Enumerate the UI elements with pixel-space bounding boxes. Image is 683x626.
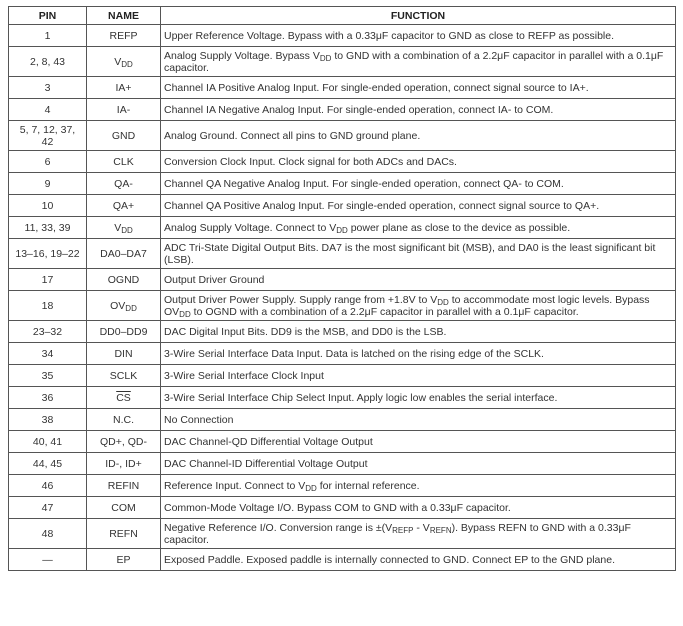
function-text: Analog Supply Voltage. Bypass V [164,49,320,62]
pin-number: 10 [9,195,87,217]
pin-name: DA0–DA7 [87,239,161,269]
header-row [9,7,676,25]
pin-number: 6 [9,151,87,173]
name-main: V [114,221,122,234]
pin-name: IA+ [87,77,161,99]
pin-number: 44, 45 [9,453,87,475]
pin-name: QA+ [87,195,161,217]
table-row [9,217,676,239]
table-row [9,497,676,519]
pin-function: ADC Tri-State Digital Output Bits. DA7 is the most significant bit (MSB), and DA0 is the least significant bit (LSB). [161,239,676,269]
table-row [9,151,676,173]
pin-number: 34 [9,343,87,365]
pin-function: 3-Wire Serial Interface Clock Input [161,365,676,387]
function-text: Output Driver Power Supply. Supply range from +1.8V to V [164,293,438,306]
table-row [9,475,676,497]
function-subscript: DD [179,309,191,319]
pin-name: SCLK [87,365,161,387]
pin-function [161,217,676,239]
pin-function: Channel IA Positive Analog Input. For single-ended operation, connect signal source to IA+. [161,77,676,99]
pin-number: 38 [9,409,87,431]
pin-name: ID-, ID+ [87,453,161,475]
pin-name: DD0–DD9 [87,321,161,343]
pin-name [87,387,161,409]
pin-function: DAC Channel-ID Differential Voltage Output [161,453,676,475]
pin-name: COM [87,497,161,519]
pin-name: CLK [87,151,161,173]
pin-description-table [8,6,676,571]
function-column-header: FUNCTION [161,7,676,25]
pin-function [161,291,676,321]
pin-name: GND [87,121,161,151]
function-text: Reference Input. Connect to V [164,479,306,492]
pin-number: 35 [9,365,87,387]
pin-function [161,475,676,497]
table-row [9,409,676,431]
function-text: power plane as close to the device as possible. [347,221,571,234]
function-text: to accommodate most logic levels. Bypass OV [164,293,650,318]
pin-function: DAC Channel-QD Differential Voltage Output [161,431,676,453]
pin-number: 11, 33, 39 [9,217,87,239]
pin-function: No Connection [161,409,676,431]
pin-function: Analog Ground. Connect all pins to GND ground plane. [161,121,676,151]
pin-column-header: PIN [9,7,87,25]
table-row [9,47,676,77]
pin-number: 46 [9,475,87,497]
pin-number: 4 [9,99,87,121]
pin-function: Channel QA Positive Analog Input. For single-ended operation, connect signal source to QA+. [161,195,676,217]
pin-function: DAC Digital Input Bits. DD9 is the MSB, and DD0 is the LSB. [161,321,676,343]
table-row [9,365,676,387]
pin-function [161,47,676,77]
table-row [9,77,676,99]
pin-function: 3-Wire Serial Interface Data Input. Data is latched on the rising edge of the SCLK. [161,343,676,365]
pin-name: REFN [87,519,161,549]
table-row [9,269,676,291]
function-text: - V [413,521,430,534]
table-row [9,121,676,151]
pin-number: 23–32 [9,321,87,343]
name-column-header: NAME [87,7,161,25]
pin-number: 17 [9,269,87,291]
pin-function: Common-Mode Voltage I/O. Bypass COM to GND with a 0.33μF capacitor. [161,497,676,519]
function-text: Negative Reference I/O. Conversion range is ±(V [164,521,393,534]
pin-function: Exposed Paddle. Exposed paddle is internally connected to GND. Connect EP to the GND plane. [161,549,676,571]
pin-name [87,217,161,239]
pin-name: REFP [87,25,161,47]
pin-name [87,291,161,321]
pin-name: QA- [87,173,161,195]
cs-bar-name: $\overline{CS}$ [116,391,131,404]
function-subscript: DD [305,483,317,493]
name-main: OV [110,299,126,312]
table-row [9,25,676,47]
pin-number: 1 [9,25,87,47]
pin-number: 3 [9,77,87,99]
function-subscript: DD [437,297,449,307]
table-row [9,431,676,453]
table-row [9,99,676,121]
pin-function [161,519,676,549]
function-text: Analog Supply Voltage. Connect to V [164,221,337,234]
pin-function: Upper Reference Voltage. Bypass with a 0.33μF capacitor to GND as close to REFP as possible. [161,25,676,47]
function-text: to GND with a combination of a 2.2μF capacitor in parallel with a 0.1μF capacitor. [164,49,664,74]
table-row [9,387,676,409]
table-row [9,453,676,475]
table-row [9,195,676,217]
pin-number: 48 [9,519,87,549]
pin-name: DIN [87,343,161,365]
table-row [9,291,676,321]
function-subscript: DD [336,225,348,235]
table-row [9,239,676,269]
pin-number: 13–16, 19–22 [9,239,87,269]
name-main: V [114,55,122,68]
table-row [9,343,676,365]
pin-number: 47 [9,497,87,519]
pin-number: 5, 7, 12, 37, 42 [9,121,87,151]
function-subscript: REFN [429,525,452,535]
pin-name [87,47,161,77]
function-text: to OGND with a combination of a 2.2μF capacitor in parallel with a 0.1μF capacitor. [190,305,579,318]
table-row [9,519,676,549]
pin-number: 9 [9,173,87,195]
function-subscript: REFP [392,525,414,535]
pin-number: 40, 41 [9,431,87,453]
pin-number: 18 [9,291,87,321]
name-subscript: DD [125,303,137,313]
pin-name: REFIN [87,475,161,497]
pin-function: Output Driver Ground [161,269,676,291]
pin-name: EP [87,549,161,571]
pin-function: 3-Wire Serial Interface Chip Select Input. Apply logic low enables the serial interface. [161,387,676,409]
pin-number: 2, 8, 43 [9,47,87,77]
pin-function: Conversion Clock Input. Clock signal for both ADCs and DACs. [161,151,676,173]
pin-name: IA- [87,99,161,121]
function-subscript: DD [319,53,332,63]
table-row [9,173,676,195]
name-subscript: DD [121,59,133,69]
pin-function: Channel IA Negative Analog Input. For single-ended operation, connect IA- to COM. [161,99,676,121]
pin-name: OGND [87,269,161,291]
function-text: for internal reference. [316,479,420,492]
pin-name: QD+, QD- [87,431,161,453]
name-subscript: DD [121,225,133,235]
pin-number: — [9,549,87,571]
pin-function: Channel QA Negative Analog Input. For single-ended operation, connect QA- to COM. [161,173,676,195]
pin-name: N.C. [87,409,161,431]
table-row [9,549,676,571]
table-row [9,321,676,343]
pin-number: 36 [9,387,87,409]
function-text: ). Bypass REFN to GND with a 0.33μF capacitor. [164,521,631,546]
